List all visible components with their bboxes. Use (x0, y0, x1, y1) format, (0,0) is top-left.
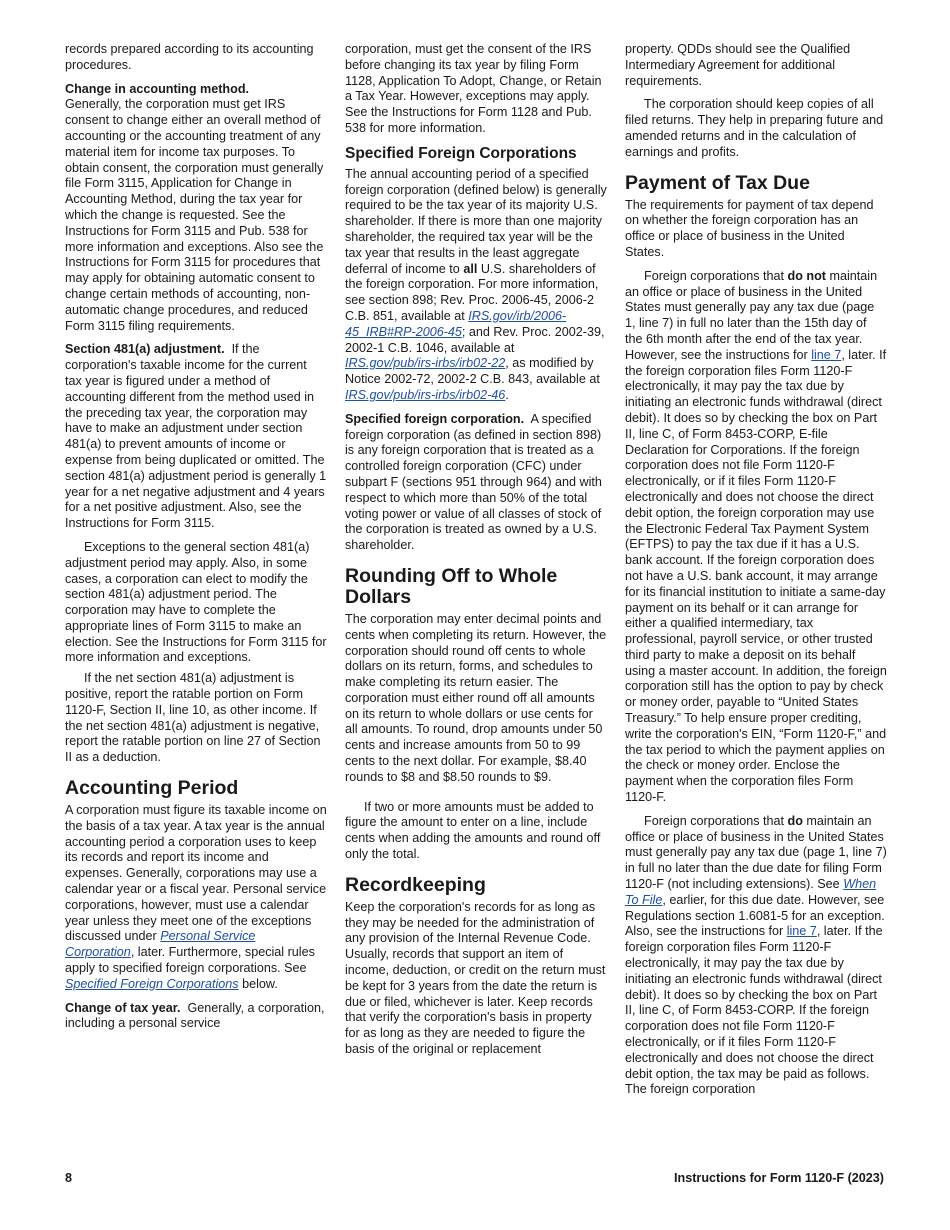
paragraph-net-adjustment: If the net section 481(a) adjustment is positive, report the ratable portion on Form 1120-F, Section II, line 10, as other income. If the net section 481(a) adjustment is negative, report the ratable portion on line 27 of Section II as a deduction. (65, 671, 321, 765)
paragraph-rounding: The corporation may enter decimal points and cents when completing its return. However, the corporation should round off cents to whole dollars on its return, forms, and schedules to make completing its return easier. The corporation must either round off all amounts on its return to whole dollars or use cents for all amounts. To round, drop amounts under 50 cents and increase amounts from 50 to 99 cents to the next dollar. For example, $8.40 rounds to $8 and $8.50 rounds to $9. (345, 611, 607, 784)
pay1-text-2: maintain an office or place of business in the United States must generally pay any tax due (page 1, line 7) in full no later than the 15th day of the 6th month after the end of the tax year. However, see the instructions for (625, 268, 878, 362)
pay2-text-4: , later. If the foreign corporation files Form 1120-F electronically, it may pay the tax due by initiating an electronic funds withdrawal (direct debit). It does so by checking the box on Part II, line C, of Form 8453-CORP. If the foreign corporation does not file Form 1120-F electronically, or if it files Form 1120-F electronically and does not choose the direct debit option, the tax may be paid as follows. The foreign corporation (625, 924, 883, 1097)
sfc-definition-body: A specified foreign corporation (as defined in section 898) is any foreign corporation that is treated as a controlled foreign corporation (CFC) under subpart F (sections 951 through 964) and with respect to which more than 50% of the total voting power or value of all classes of stock of the corporation is treated as owned by a U.S. shareholder. (345, 411, 602, 553)
link-line-7-second[interactable]: line 7 (786, 924, 817, 939)
section-481a-body: If the corporation's taxable income for the current tax year is figured under a method of accounting different from the method used in the preceding tax year, the corporation may have to make an adjustment under section 481(a) to prevent amounts of income or expense from being duplicated or omitted. The section 481(a) adjustment period is generally 1 year for a net negative adjustment and 4 years for a net positive adjustment. Also, see the Instructions for Form 3115. (65, 342, 327, 531)
paragraph-recordkeeping: Keep the corporation's records for as long as they may be needed for the administration of any provision of the Internal Revenue Code. Usually, records that support an item of income, deduction, or credit on the return must be kept for 3 years from the date the return is due or filed, whichever is later. Keep records that verify the corporation's basis in property for as long as they are needed to figure the basis of the original or replacement (345, 899, 606, 1057)
paragraph-qdd: property. QDDs should see the Qualified Intermediary Agreement for additional requirements. (625, 42, 851, 88)
sfc-text-3: ; and Rev. Proc. 2002-39, 2002-1 C.B. 1046, available at (345, 324, 605, 355)
pay2-text-3: , earlier, for this due date. However, see Regulations section 1.6081-5 for an exception. Also, see the instructions for (625, 892, 885, 939)
pay1-bold-do-not: do not (787, 268, 826, 283)
page-number: 8 (65, 1171, 73, 1185)
paragraph-accounting-period (65, 803, 327, 993)
link-specified-foreign-corporations[interactable]: Specified Foreign Corporations (65, 976, 239, 991)
sfc-text-2: U.S. shareholders of the foreign corporation. For more information, see section 898; Rev. Proc. 2006-45, 2006-2 C.B. 851, available at (345, 261, 599, 323)
paragraph-exceptions: Exceptions to the general section 481(a) adjustment period may apply. Also, in some cases, a corporation can elect to modify the section 481(a) adjustment period. The corporation may have to complete the appropriate lines of Form 3115 to make an election. See the Instructions for Form 3115 for more information and exceptions. (65, 539, 327, 665)
paragraph-sfc-definition (345, 412, 607, 554)
pay1-text-3: , later. If the foreign corporation files Form 1120-F electronically, it may pay the tax due by initiating an electronic funds withdrawal (direct debit). It does so by checking the box on Part II, line C, of Form 8453-CORP, E-file Declaration for Corporations. If the foreign corporation does not file Form 1120-F electronically, or if it files Form 1120-F electronically and does not choose the direct debit option, the foreign corporation may use the Electronic Federal Tax Payment System (EFTPS) to pay the tax due if it has a U.S. bank account. If the foreign corporation does not have a U.S. bank account, it may arrange for its financial institution to initiate a same-day payment on its behalf or it can arrange for either a qualified intermediary, tax professional, payroll service, or other trusted third party to make a deposit on its behalf using a master account. In addition, the foreign corporation still has the option to pay by check or money order, payable to “United States Treasury.” To help ensure proper crediting, write the corporation's EIN, “Form 1120-F,” and the tax period to which the payment applies on the check or money order. Enclose the payment when the corporation files Form 1120-F. (625, 347, 887, 805)
pay1-text-1: Foreign corporations that (644, 268, 788, 283)
paragraph-payment-no-office (625, 269, 887, 806)
link-irb02-22[interactable]: IRS.gov/pub/irs-irbs/irb02-22 (345, 356, 506, 371)
sfc-text-4: , as modified by Notice 2002-72, 2002-2 C.B. 843, available at (345, 356, 600, 387)
footer-form-title: Instructions for Form 1120-F (2023) (674, 1171, 884, 1185)
link-rp-2006-45[interactable]: IRS.gov/irb/2006-45_IRB#RP-2006-45 (345, 308, 567, 339)
link-line-7[interactable]: line 7 (811, 347, 842, 362)
heading-rounding-off: Rounding Off to Whole Dollars (345, 564, 558, 608)
run-in-heading-change-method: Change in accounting method. (65, 81, 250, 96)
paragraph-keep-copies: The corporation should keep copies of all filed returns. They help in preparing future and amended returns and in the calculation of earnings and profits. (625, 97, 884, 159)
paragraph-section-481a (65, 342, 327, 532)
link-irb02-46[interactable]: IRS.gov/pub/irs-irbs/irb02-46 (345, 387, 506, 402)
pay2-bold-do: do (787, 813, 803, 828)
column-right (625, 42, 887, 1106)
ap-text-2: , later. Furthermore, special rules apply to specified foreign corporations. See (65, 945, 315, 976)
paragraph-records-continued: records prepared according to its accounting procedures. (65, 42, 314, 72)
run-in-heading-change-tax-year: Change of tax year. (65, 1000, 181, 1015)
sfc-text-5: . (505, 387, 509, 402)
paragraph-change-tax-year-continued: corporation, must get the consent of the IRS before changing its tax year by filing Form 1128, Application To Adopt, Change, or Retain a Tax Year. However, exceptions may apply. See the Instructions for Form 1128 and Pub. 538 for more information. (345, 42, 602, 135)
ap-text-3: below. (238, 976, 278, 991)
heading-accounting-period: Accounting Period (65, 777, 239, 800)
run-in-heading-481a: Section 481(a) adjustment. (65, 342, 225, 357)
heading-payment-of-tax-due: Payment of Tax Due (625, 171, 810, 194)
sfc-text-1: The annual accounting period of a specified foreign corporation (defined below) is generally required to be the tax year of its majority U.S. shareholder. If there is more than one majority shareholder, the required tax year will be the tax year that results in the least aggregate deferral of income to (345, 166, 607, 276)
link-personal-service-corporation[interactable]: Personal Service Corporation (65, 929, 256, 960)
paragraph-change-accounting-method (65, 82, 327, 335)
column-left (65, 42, 327, 1040)
heading-specified-foreign-corporations: Specified Foreign Corporations (345, 144, 577, 162)
pay2-text-1: Foreign corporations that (644, 813, 788, 828)
paragraph-rounding-totals: If two or more amounts must be added to figure the amount to enter on a line, include cents when adding the amounts and round off only the total. (345, 799, 601, 862)
paragraph-sfc-annual-period (345, 167, 607, 404)
heading-recordkeeping: Recordkeeping (345, 873, 486, 896)
link-when-to-file[interactable]: When To File (625, 877, 877, 907)
paragraph-payment-intro: The requirements for payment of tax depend on whether the foreign corporation has an office or place of business in the United States. (625, 197, 874, 259)
column-middle (345, 42, 607, 1066)
pay2-text-2: maintain an office or place of business in the United States must generally pay any tax due (page 1, line 7) in full no later than the due date for filing Form 1120-F (not including extensions). See (625, 813, 887, 892)
change-method-body: Generally, the corporation must get IRS consent to change either an overall method of accounting or the accounting treatment of any material item for income tax purposes. To obtain consent, the corporation must generally file Form 3115, Application for Change in Accounting Method, during the tax year for which the change is requested. See the Instructions for Form 3115 and Pub. 538 for more information and exceptions. Also see the Instructions for Form 3115 for procedures that may apply for obtaining automatic consent to change certain methods of accounting, non-automatic change procedures, and reduced Form 3115 filing requirements. (65, 97, 324, 333)
change-tax-year-body: Generally, a corporation, including a personal service (65, 1000, 325, 1031)
sfc-bold-all: all (463, 261, 478, 276)
paragraph-payment-with-office (625, 814, 887, 1098)
run-in-heading-sfc: Specified foreign corporation. (345, 411, 525, 426)
paragraph-change-tax-year (65, 1001, 327, 1033)
ap-text-1: A corporation must figure its taxable income on the basis of a tax year. A tax year is the annual accounting period a corporation uses to keep its records and report its income and expenses. Generally, corporations may use a calendar year or a fiscal year. Personal service corporations, however, must use a calendar year unless they meet one of the exceptions discussed under (65, 803, 327, 944)
